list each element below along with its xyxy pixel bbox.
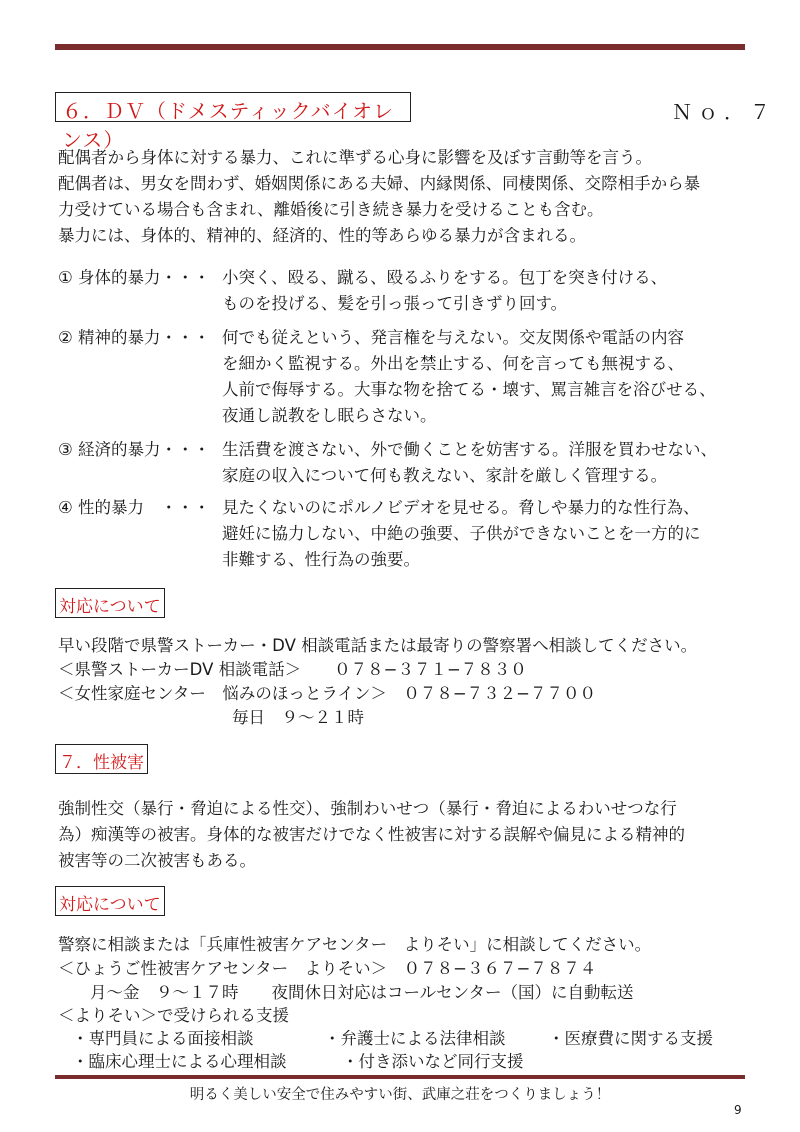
section-7-title: ７．性被害: [55, 744, 148, 774]
dv-type-line: 見たくないのにポルノビデオを見せる。脅しや暴力的な性行為、: [222, 498, 700, 517]
dv-type-line: 何でも従えという、発言権を与えない。交友関係や電話の内容: [222, 328, 684, 347]
support-item: ・弁護士による法律相談: [324, 1029, 506, 1048]
section-6-title-box: [55, 92, 411, 152]
response-line: 月〜金 ９〜１７時 夜間休日対応はコールセンター（国）に自動転送: [90, 983, 634, 1002]
support-item: ・医療費に関する支援: [548, 1029, 713, 1048]
dv-intro-line: 力受けている場合も含まれ、離婚後に引き続き暴力を受けることも含む。: [58, 200, 604, 219]
section-6-title: ６．ＤＶ（ドメスティックバイオレンス）: [62, 99, 394, 152]
page-label: Ｎｏ．７: [672, 100, 776, 124]
footer-slogan: 明るく美しい安全で住みやすい街、武庫之荘をつくりましょう！: [189, 1087, 611, 1103]
response-line: ＜ひょうご性被害ケアセンター よりそい＞ ０７８−３６７−７８７４: [58, 959, 597, 978]
response-line: 早い段階で県警ストーカー・DV 相談電話または最寄りの警察署へ相談してください。: [58, 636, 698, 655]
response-line: ＜よりそい＞で受けられる支援: [58, 1006, 289, 1025]
bottom-rule: [55, 1075, 745, 1079]
dv-type-line: 非難する、性行為の強要。: [222, 550, 420, 569]
response-heading: 対応について: [55, 886, 165, 916]
dv-intro-line: 暴力には、身体的、精神的、経済的、性的等あらゆる暴力が含まれる。: [58, 226, 586, 245]
dv-type-line: を細かく監視する。外出を禁止する、何を言っても無視する、: [222, 354, 684, 373]
support-item: ・付き添いなど同行支援: [342, 1052, 524, 1071]
top-rule: [55, 44, 745, 50]
dv-type-label-mental: ② 精神的暴力・・・: [58, 328, 211, 347]
response-line: 毎日 ９〜２１時: [232, 708, 364, 727]
dv-type-label-sexual: ④ 性的暴力 ・・・: [58, 498, 211, 517]
dv-type-line: 小突く、殴る、蹴る、殴るふりをする。包丁を突き付ける、: [222, 268, 668, 287]
section-7-line: 為）痴漢等の被害。身体的な被害だけでなく性被害に対する誤解や偏見による精神的: [58, 825, 685, 844]
dv-intro-line: 配偶者から身体に対する暴力、これに準ずる心身に影響を及ぼす言動等を言う。: [58, 148, 652, 167]
section-7-line: 被害等の二次被害もある。: [58, 851, 256, 870]
dv-type-label-economic: ③ 経済的暴力・・・: [58, 440, 211, 459]
response-heading: 対応について: [55, 588, 165, 618]
response-line: 警察に相談または「兵庫性被害ケアセンター よりそい」に相談してください。: [58, 935, 652, 954]
response-line: ＜県警ストーカーDV 相談電話＞ ０７８−３７１−７８３０: [58, 660, 527, 679]
support-item: ・専門員による面接相談: [72, 1029, 254, 1048]
response-line: ＜女性家庭センター 悩みのほっとライン＞ ０７８−７３２−７７００: [58, 684, 596, 703]
dv-type-line: 避妊に協力しない、中絶の強要、子供ができないことを一方的に: [222, 524, 701, 543]
dv-type-label-physical: ① 身体的暴力・・・: [58, 268, 211, 287]
section-7-line: 強制性交（暴行・脅迫による性交）、強制わいせつ（暴行・脅迫によるわいせつな行: [58, 799, 677, 818]
dv-type-line: ものを投げる、髪を引っ張って引きずり回す。: [222, 294, 568, 313]
dv-type-line: 人前で侮辱する。大事な物を捨てる・壊す、罵言雑言を浴びせる、: [222, 380, 716, 399]
dv-type-line: 生活費を渡さない、外で働くことを妨害する。洋服を買わせない、: [222, 440, 717, 459]
dv-intro-line: 配偶者は、男女を問わず、婚姻関係にある夫婦、内縁関係、同棲関係、交際相手から暴: [58, 174, 701, 193]
page-number: 9: [734, 1103, 742, 1117]
dv-type-line: 夜通し説教をし眠らさない。: [222, 406, 437, 425]
dv-type-line: 家庭の収入について何も教えない、家計を厳しく管理する。: [222, 466, 668, 485]
support-item: ・臨床心理士による心理相談: [72, 1052, 287, 1071]
